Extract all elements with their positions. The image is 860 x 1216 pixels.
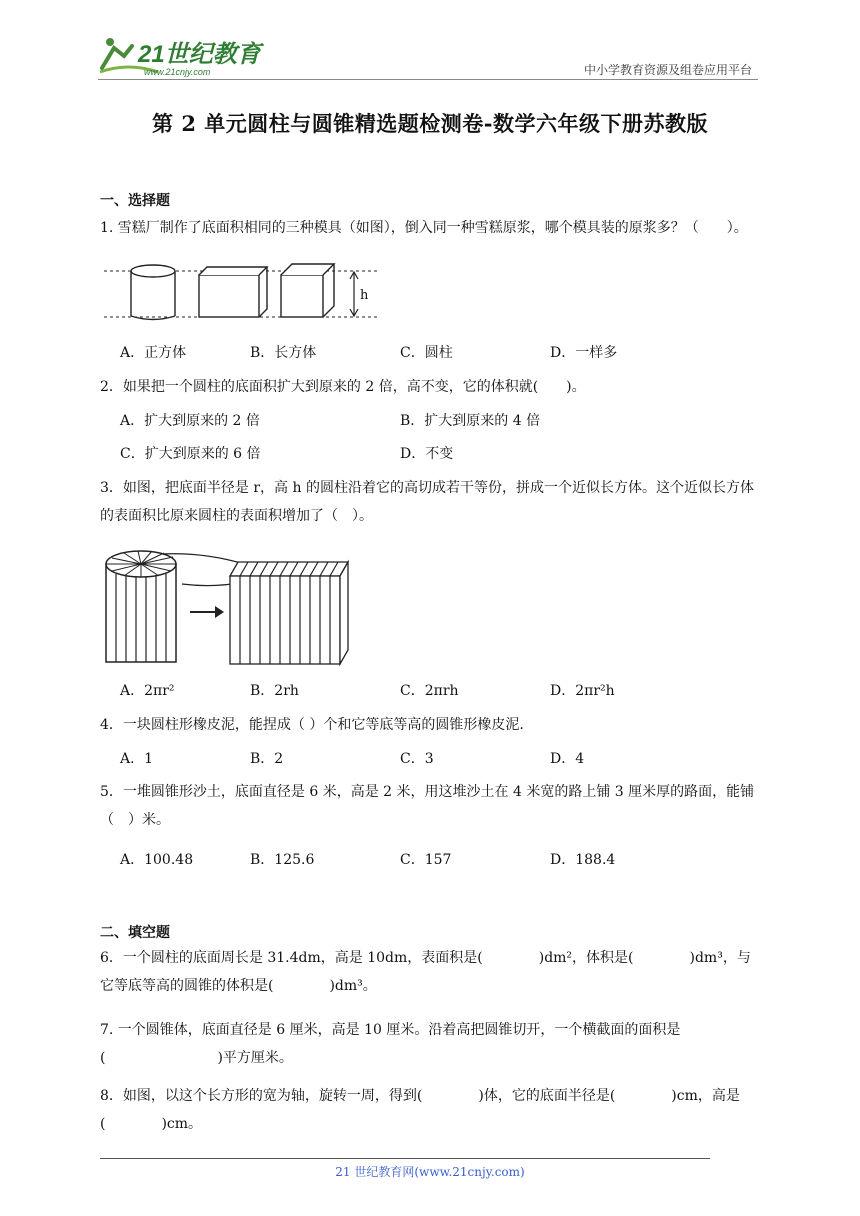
option-b[interactable]: B．2	[250, 751, 284, 767]
option-b[interactable]: B．125.6	[250, 852, 315, 868]
option-a[interactable]: A．1	[120, 751, 154, 767]
question-2-options-row2	[120, 443, 640, 465]
question-1: 1. 雪糕厂制作了底面积相同的三种模具（如图），倒入同一种雪糕原浆，哪个模具装的原浆多？（ ）。	[100, 220, 748, 236]
question-5: 5．一堆圆锥形沙土，底面直径是 6 米，高是 2 米，用这堆沙土在 4 米宽的路上铺 3 厘米厚的路面，能铺（ ）米。	[100, 784, 755, 828]
platform-name: 中小学教育资源及组卷应用平台	[583, 63, 752, 77]
question-3-options	[120, 680, 640, 702]
option-a[interactable]: A．正方体	[120, 345, 187, 361]
option-b[interactable]: B．2rh	[250, 683, 299, 699]
option-b[interactable]: B．扩大到原来的 4 倍	[400, 413, 541, 429]
option-c[interactable]: C．3	[400, 751, 434, 767]
question-1-options	[120, 342, 640, 364]
option-d[interactable]: D．一样多	[550, 345, 618, 361]
section-fill-heading: 二、填空题	[100, 925, 170, 941]
page-header	[98, 28, 758, 80]
question-6: 6．一个圆柱的底面周长是 31.4dm，高是 10dm，表面积是( )dm²，体积是( )dm³，与它等底等高的圆锥的体积是( )dm³。	[100, 950, 751, 994]
mold-figure	[104, 258, 380, 324]
option-c[interactable]: C．2πrh	[400, 683, 459, 699]
footer-divider	[100, 1158, 710, 1159]
height-label: h	[360, 288, 369, 303]
option-a[interactable]: A．100.48	[120, 852, 194, 868]
svg-text:21世纪教育: 21世纪教育	[138, 41, 261, 68]
question-4-options	[120, 748, 640, 770]
logo	[98, 32, 268, 78]
option-d[interactable]: D．不变	[400, 446, 454, 462]
option-d[interactable]: D．4	[550, 751, 585, 767]
question-2-options-row1	[120, 410, 640, 432]
option-d[interactable]: D．2πr²h	[550, 683, 615, 699]
question-5-options	[120, 849, 640, 871]
cylinder-slicing-figure	[104, 544, 354, 670]
page-title: 第 2 单元圆柱与圆锥精选题检测卷-数学六年级下册苏教版	[152, 111, 708, 136]
footer-link[interactable]: 21 世纪教育网(www.21cnjy.com)	[335, 1165, 525, 1179]
option-a[interactable]: A．扩大到原来的 2 倍	[120, 413, 260, 429]
question-3: 3．如图，把底面半径是 r，高 h 的圆柱沿着它的高切成若干等份，拼成一个近似长方体。这个近似长方体的表面积比原来圆柱的表面积增加了（ ）。	[100, 480, 754, 524]
svg-text:www.21cnjy.com: www.21cnjy.com	[144, 67, 211, 77]
option-c[interactable]: C．157	[400, 852, 452, 868]
option-a[interactable]: A．2πr²	[120, 683, 175, 699]
option-c[interactable]: C．扩大到原来的 6 倍	[120, 446, 261, 462]
option-d[interactable]: D．188.4	[550, 852, 616, 868]
question-2: 2．如果把一个圆柱的底面积扩大到原来的 2 倍，高不变，它的体积就( )。	[100, 379, 586, 395]
question-7: 7. 一个圆锥体，底面直径是 6 厘米，高是 10 厘米。沿着高把圆锥切开，一个横截面的面积是( )平方厘米。	[100, 1022, 681, 1066]
header-divider	[98, 79, 758, 80]
question-8: 8．如图，以这个长方形的宽为轴，旋转一周，得到( )体，它的底面半径是( )cm，高是( )cm。	[100, 1088, 740, 1132]
option-b[interactable]: B．长方体	[250, 345, 317, 361]
question-4: 4．一块圆柱形橡皮泥，能捏成（ ）个和它等底等高的圆锥形橡皮泥.	[100, 717, 524, 733]
section-choice-heading: 一、选择题	[100, 193, 170, 209]
option-c[interactable]: C．圆柱	[400, 345, 453, 361]
